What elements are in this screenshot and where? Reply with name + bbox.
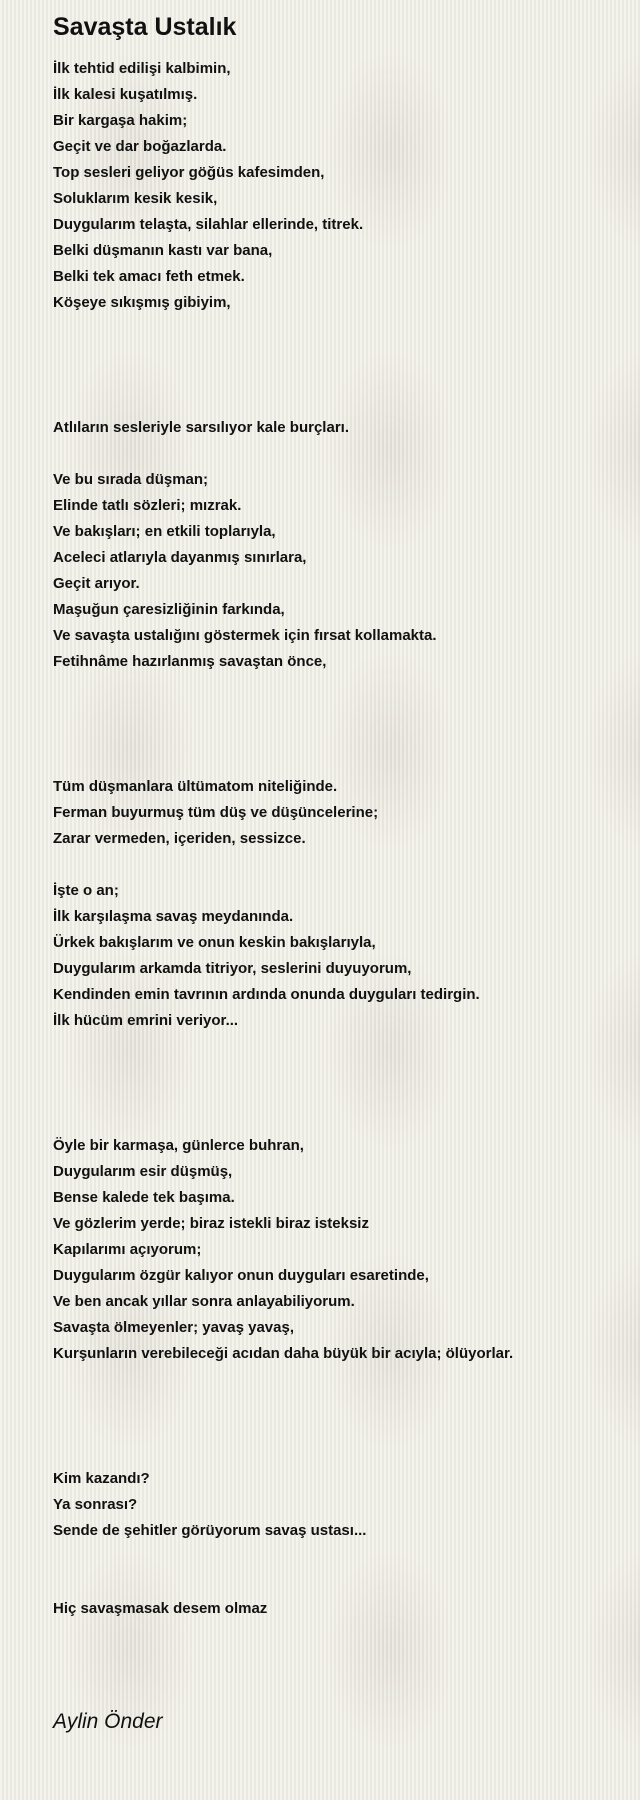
poem-line: Ve gözlerim yerde; biraz istekli biraz isteksiz xyxy=(53,1215,369,1232)
stanza xyxy=(53,467,633,675)
poem-line: Aceleci atlarıyla dayanmış sınırlara, xyxy=(53,549,307,566)
poem-line: Ve bakışları; en etkili toplarıyla, xyxy=(53,523,276,540)
poem-line: Duygularım telaşta, silahlar ellerinde, titrek. xyxy=(53,216,364,233)
poem-line: Duygularım arkamda titriyor, seslerini duyuyorum, xyxy=(53,960,412,977)
poem-line: Sende de şehitler görüyorum savaş ustası... xyxy=(53,1522,367,1539)
stanza xyxy=(53,1596,633,1622)
stanza-spacer xyxy=(53,316,633,415)
poem-line: Bense kalede tek başıma. xyxy=(53,1189,235,1206)
poem-line: Belki tek amacı feth etmek. xyxy=(53,268,245,285)
author-name[interactable]: Aylin Önder xyxy=(53,1710,163,1733)
stanza xyxy=(53,1466,633,1544)
poem-line: Kim kazandı? xyxy=(53,1470,150,1487)
poem-line: Top sesleri geliyor göğüs kafesimden, xyxy=(53,164,325,181)
poem-line: Ve savaşta ustalığını göstermek için fırsat kollamakta. xyxy=(53,627,437,644)
poem-line: İlk karşılaşma savaş meydanında. xyxy=(53,908,294,925)
poem-line: Geçit arıyor. xyxy=(53,575,140,592)
poem-line: Fetihnâme hazırlanmış savaştan önce, xyxy=(53,653,327,670)
poem-line: Köşeye sıkışmış gibiyim, xyxy=(53,294,231,311)
poem-line: Geçit ve dar boğazlarda. xyxy=(53,138,227,155)
stanza xyxy=(53,1133,633,1367)
poem-line: Kapılarımı açıyorum; xyxy=(53,1241,202,1258)
poem-line: Belki düşmanın kastı var bana, xyxy=(53,242,273,259)
poem-line: İlk tehtid edilişi kalbimin, xyxy=(53,60,231,77)
poem-line: Ve ben ancak yıllar sonra anlayabiliyorum. xyxy=(53,1293,355,1310)
poem-line: Duygularım özgür kalıyor onun duyguları esaretinde, xyxy=(53,1267,429,1284)
stanza-spacer xyxy=(53,1034,633,1133)
poem-line: İşte o an; xyxy=(53,882,119,899)
stanza-spacer xyxy=(53,1622,633,1708)
stanza xyxy=(53,415,633,441)
poem-line: Ürkek bakışlarım ve onun keskin bakışlarıyla, xyxy=(53,934,376,951)
poem-line: Duygularım esir düşmüş, xyxy=(53,1163,233,1180)
poem-line: Savaşta ölmeyenler; yavaş yavaş, xyxy=(53,1319,295,1336)
poem-line: Atlıların sesleriyle sarsılıyor kale burçları. xyxy=(53,419,349,436)
stanza xyxy=(53,56,633,316)
stanza xyxy=(53,774,633,852)
stanza-spacer xyxy=(53,1544,633,1596)
poem-line: İlk hücüm emrini veriyor... xyxy=(53,1012,239,1029)
stanza-spacer xyxy=(53,1367,633,1466)
poem-line: Ya sonrası? xyxy=(53,1496,138,1513)
stanza xyxy=(53,878,633,1034)
poem-line: Bir kargaşa hakim; xyxy=(53,112,188,129)
stanza-spacer xyxy=(53,675,633,774)
poem-line: Tüm düşmanlara ültümatom niteliğinde. xyxy=(53,778,338,795)
poem-line: Kendinden emin tavrının ardında onunda duyguları tedirgin. xyxy=(53,986,480,1003)
poem-line: Hiç savaşmasak desem olmaz xyxy=(53,1600,268,1617)
stanza-spacer xyxy=(53,441,633,467)
poem-line: Ferman buyurmuş tüm düş ve düşüncelerine; xyxy=(53,804,379,821)
poem-line: Elinde tatlı sözleri; mızrak. xyxy=(53,497,242,514)
poem-line: İlk kalesi kuşatılmış. xyxy=(53,86,198,103)
stanza-spacer xyxy=(53,852,633,878)
poem-line: Maşuğun çaresizliğinin farkında, xyxy=(53,601,285,618)
poem-line: Öyle bir karmaşa, günlerce buhran, xyxy=(53,1137,304,1154)
poem-title: Savaşta Ustalık xyxy=(53,13,237,41)
poem-line: Kurşunların verebileceği acıdan daha büyük bir acıyla; ölüyorlar. xyxy=(53,1345,514,1362)
poem-line: Ve bu sırada düşman; xyxy=(53,471,209,488)
poem-line: Soluklarım kesik kesik, xyxy=(53,190,218,207)
poem-container xyxy=(53,12,633,1736)
poem-line: Zarar vermeden, içeriden, sessizce. xyxy=(53,830,306,847)
